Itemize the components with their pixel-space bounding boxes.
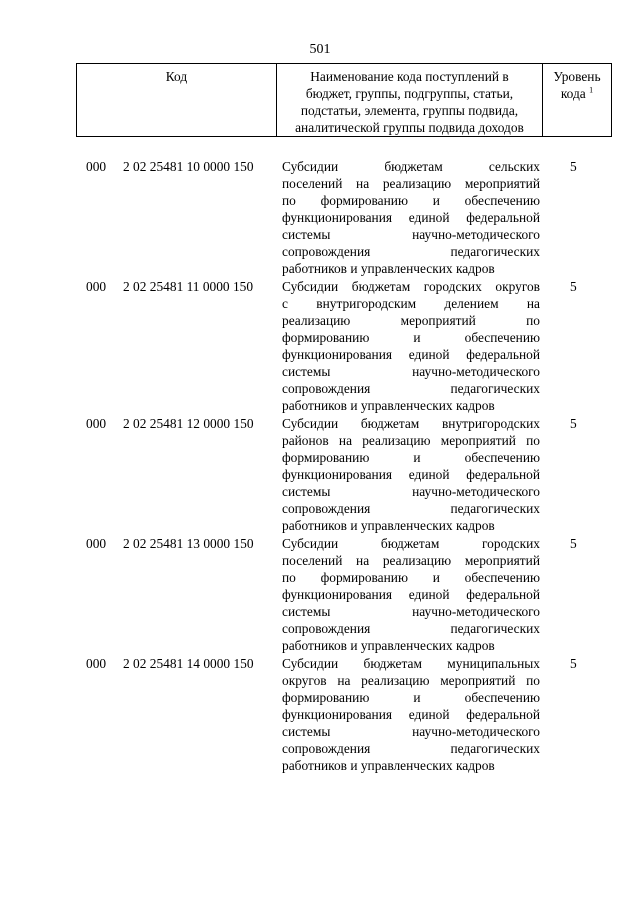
- income-name-line: системы научно-методического: [282, 484, 540, 499]
- admin-code: 000: [86, 656, 107, 671]
- income-name-line: функционирования единой федеральной: [282, 587, 540, 602]
- income-name-line: сопровождения педагогических: [282, 621, 540, 636]
- income-name-line: по формированию и обеспечению: [282, 193, 540, 208]
- income-name-line: функционирования единой федеральной: [282, 210, 540, 225]
- header-level-line1: Уровень: [553, 69, 601, 84]
- admin-code: 000: [86, 279, 107, 294]
- page-number: 501: [309, 42, 331, 57]
- income-name-line: Субсидии бюджетам муниципальных: [282, 656, 540, 671]
- table-row: [76, 158, 612, 277]
- income-name-line: функционирования единой федеральной: [282, 347, 540, 362]
- income-code: 2 02 25481 13 0000 150: [123, 536, 254, 551]
- income-name-line: формированию и обеспечению: [282, 450, 540, 465]
- income-name-line: системы научно-методического: [282, 724, 540, 739]
- footnote-marker: 1: [589, 85, 594, 95]
- income-name-line: поселений на реализацию мероприятий: [282, 176, 540, 191]
- income-name-line: формированию и обеспечению: [282, 690, 540, 705]
- code-level: 5: [570, 416, 577, 431]
- header-name-line: бюджет, группы, подгруппы, статьи,: [305, 86, 514, 101]
- income-name-line: системы научно-методического: [282, 227, 540, 242]
- income-name-line: сопровождения педагогических: [282, 501, 540, 516]
- header-code: Код: [77, 64, 277, 136]
- income-name-line: с внутригородским делением на: [282, 296, 540, 311]
- header-level: [543, 64, 611, 136]
- income-name-line: поселений на реализацию мероприятий: [282, 553, 540, 568]
- income-name-line: реализацию мероприятий по: [282, 313, 540, 328]
- table-header: [76, 63, 612, 137]
- income-name-line: работников и управленческих кадров: [282, 758, 495, 773]
- income-code: 2 02 25481 12 0000 150: [123, 416, 254, 431]
- income-name-line: формированию и обеспечению: [282, 330, 540, 345]
- header-level-label: кода: [560, 86, 586, 101]
- income-name: [282, 278, 540, 414]
- income-name: [282, 158, 540, 277]
- header-name: [277, 64, 543, 136]
- code-level: 5: [570, 159, 577, 174]
- table-row: [76, 415, 612, 534]
- income-name-line: районов на реализацию мероприятий по: [282, 433, 540, 448]
- header-name-line: Наименование кода поступлений в: [310, 69, 509, 84]
- admin-code: 000: [86, 416, 107, 431]
- income-name-line: Субсидии бюджетам городских: [282, 536, 540, 551]
- admin-code: 000: [86, 159, 107, 174]
- header-level-line2: [543, 85, 611, 102]
- income-name-line: Субсидии бюджетам внутригородских: [282, 416, 540, 431]
- income-name-line: округов на реализацию мероприятий по: [282, 673, 540, 688]
- income-name-line: работников и управленческих кадров: [282, 398, 495, 413]
- code-level: 5: [570, 279, 577, 294]
- income-name: [282, 655, 540, 774]
- income-name-line: сопровождения педагогических: [282, 381, 540, 396]
- income-name: [282, 535, 540, 654]
- code-level: 5: [570, 656, 577, 671]
- income-name-line: работников и управленческих кадров: [282, 261, 495, 276]
- table-row: [76, 278, 612, 414]
- income-name-line: системы научно-методического: [282, 604, 540, 619]
- header-name-line: подстатьи, элемента, группы подвида,: [300, 103, 519, 118]
- income-name: [282, 415, 540, 534]
- income-code: 2 02 25481 11 0000 150: [123, 279, 254, 294]
- income-name-line: системы научно-методического: [282, 364, 540, 379]
- income-code: 2 02 25481 10 0000 150: [123, 159, 254, 174]
- income-name-line: по формированию и обеспечению: [282, 570, 540, 585]
- income-name-line: сопровождения педагогических: [282, 244, 540, 259]
- income-name-line: Субсидии бюджетам городских округов: [282, 279, 540, 294]
- income-name-line: сопровождения педагогических: [282, 741, 540, 756]
- income-name-line: функционирования единой федеральной: [282, 707, 540, 722]
- admin-code: 000: [86, 536, 107, 551]
- income-name-line: Субсидии бюджетам сельских: [282, 159, 540, 174]
- income-name-line: работников и управленческих кадров: [282, 518, 495, 533]
- table-body: [76, 158, 612, 775]
- header-name-line: аналитической группы подвида доходов: [295, 120, 524, 135]
- income-name-line: работников и управленческих кадров: [282, 638, 495, 653]
- table-row: [76, 655, 612, 774]
- income-code: 2 02 25481 14 0000 150: [123, 656, 254, 671]
- table-row: [76, 535, 612, 654]
- code-level: 5: [570, 536, 577, 551]
- income-name-line: функционирования единой федеральной: [282, 467, 540, 482]
